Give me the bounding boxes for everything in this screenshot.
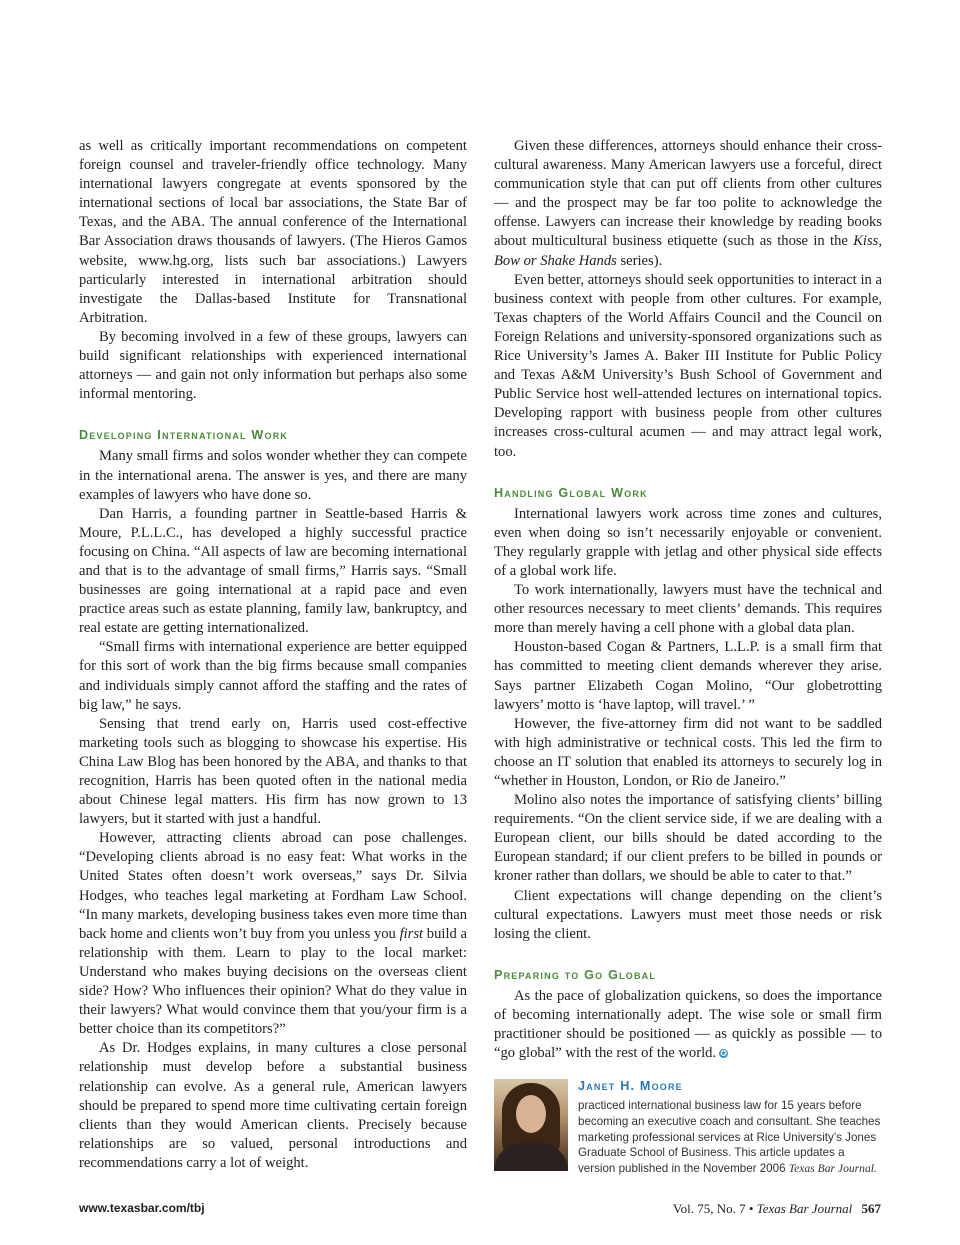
paragraph: To work internationally, lawyers must have the technical and other resources necessary to meet clients’ demands. This requires more than merely having a cell phone with a global data plan. bbox=[494, 582, 882, 637]
left-column bbox=[79, 137, 467, 1173]
text-run: practiced international business law for 15 years before becoming an executive coach and consultant. She teaches marketing professional services at Rice University’s Jones Graduate School of Business. This article updates a version published in the November 2006 bbox=[578, 1099, 881, 1175]
emphasis: Texas Bar Journal. bbox=[788, 1161, 877, 1175]
emphasis: Kiss, Bow or Shake Hands bbox=[494, 233, 882, 269]
right-column bbox=[494, 137, 882, 1177]
paragraph: Sensing that trend early on, Harris used cost-effective marketing tools such as blogging to showcase his expertise. His China Law Blog has been honored by the ABA, and thanks to that recognition, Harris has been quoted often in the national media about Chinese legal matters. His firm has now grown to 13 lawyers, but it started with just a handful. bbox=[79, 715, 467, 828]
paragraph bbox=[79, 829, 467, 1039]
paragraph: Many small firms and solos wonder whether they can compete in the international arena. The answer is yes, and there are many examples of lawyers who have done so. bbox=[79, 448, 467, 503]
section-heading-handling: Handling Global Work bbox=[494, 485, 648, 500]
text-run: Given these differences, attorneys should enhance their cross-cultural awareness. Many American lawyers use a forceful, direct communication style that can put off clients from other cultures — and the prospect may be far too polite to acknowledge the offense. Lawyers can increase their knowledge by reading books about multicultural business etiquette (such as those in the bbox=[494, 138, 882, 250]
author-name: Janet H. Moore bbox=[578, 1079, 683, 1094]
paragraph: “Small firms with international experience are better equipped for this sort of work than the big firms because small companies and individuals simply cannot afford the staffing and the rates of big law,” he says. bbox=[79, 639, 467, 713]
section-heading-preparing: Preparing to Go Global bbox=[494, 967, 657, 982]
paragraph: Molino also notes the importance of satisfying clients’ billing requirements. “On the client service side, if we are dealing with a European client, our bills should be dated according to the European standard; if our client prefers to be billed in pounds or kroner rather than dollars, we should be able to cater to that.” bbox=[494, 792, 882, 885]
paragraph: as well as critically important recommendations on competent foreign counsel and traveler-friendly office technology. Many international lawyers congregate at events sponsored by the international sections of local bar associations, the State Bar of Texas, and the ABA. The annual conference of the International Bar Association draws thousands of lawyers. (The Hieros Gamos website, www.hg.org, lists such bar associations.) Lawyers particularly interested in international arbitration should investigate the Dallas-based Institute for Transnational Arbitration. bbox=[79, 138, 467, 326]
page-number: 567 bbox=[861, 1201, 881, 1216]
emphasis: first bbox=[399, 925, 424, 942]
footer-folio bbox=[673, 1201, 881, 1217]
end-of-article-icon: ✪ bbox=[720, 1049, 727, 1059]
author-photo bbox=[494, 1079, 568, 1171]
journal-title: Texas Bar Journal bbox=[756, 1201, 853, 1216]
paragraph: Even better, attorneys should seek opportunities to interact in a business context with people from other cultures. For example, Texas chapters of the World Affairs Council and the Council on Foreign Relations and university-sponsored organizations such as Rice University’s James A. Baker III Institute for Public Policy and Texas A&M University’s Bush School of Government and Public Service host well-attended lectures on international topics. Developing rapport with business people from other cultures increases cross-cultural acumen — and may attract legal work, too. bbox=[494, 271, 882, 460]
paragraph bbox=[494, 137, 882, 271]
paragraph bbox=[494, 987, 882, 1063]
text-run: build a relationship with them. Learn to play to the local market: Understand who makes buying decisions on the overseas client side? How? Who influences their opinion? What do they value in their lawyers? What would convince them that you/your firm is a better choice than its competitors?” bbox=[79, 925, 467, 1038]
paragraph: International lawyers work across time zones and cultures, even when doing so isn’t necessarily enjoyable or convenient. They regularly grapple with jetlag and other physical side effects of a global work life. bbox=[494, 505, 882, 579]
paragraph: However, the five-attorney firm did not want to be saddled with high administrative or technical costs. This led the firm to choose an IT solution that enabled its attorneys to securely log in “whether in Houston, London, or Rio de Janeiro.” bbox=[494, 715, 882, 789]
section-heading-developing: Developing International Work bbox=[79, 428, 289, 443]
volume-issue: Vol. 75, No. 7 bbox=[672, 1201, 746, 1216]
paragraph: Dan Harris, a founding partner in Seattle-based Harris & Moure, P.L.L.C., has developed a highly successful practice focusing on China. “All aspects of law are becoming international and that is to the advantage of small firms,” Harris says. “Small businesses are going international at a rapid pace and even practice areas such as estate planning, family law, bankruptcy, and real estate are getting internationalized. bbox=[79, 505, 467, 637]
bullet-separator: • bbox=[748, 1201, 754, 1216]
footer-url: www.texasbar.com/tbj bbox=[79, 1201, 205, 1215]
paragraph: Houston-based Cogan & Partners, L.L.P. is a small firm that has committed to meeting client demands wherever they arise. Says partner Elizabeth Cogan Molino, “Our globetrotting lawyers’ motto is ‘have laptop, will travel.’ ” bbox=[494, 639, 882, 713]
text-run: However, attracting clients abroad can pose challenges. “Developing clients abroad is no easy feat: What works in the United States often doesn’t work overseas,” says Dr. Silvia Hodges, who teaches legal marketing at Fordham Law School. “In many markets, developing business takes even more time than back home and clients won’t buy from you unless you bbox=[79, 830, 467, 942]
paragraph: By becoming involved in a few of these groups, lawyers can build significant relationships with experienced international attorneys — and gain not only information but perhaps also some informal mentoring. bbox=[79, 328, 467, 403]
text-run: series). bbox=[616, 252, 663, 269]
text-run: As the pace of globalization quickens, so does the importance of becoming internationally adept. The wise sole or small firm practitioner should be positioned — as quickly as possible — to “go global” with the rest of the world. bbox=[494, 987, 882, 1062]
author-description bbox=[578, 1098, 882, 1176]
author-bio-text bbox=[578, 1077, 882, 1176]
author-bio bbox=[494, 1077, 882, 1177]
paragraph: Client expectations will change depending on the client’s cultural expectations. Lawyers must meet those needs or risk losing the client. bbox=[494, 887, 882, 942]
paragraph: As Dr. Hodges explains, in many cultures a close personal relationship must develop before a substantial business relationship can evolve. As a general rule, American lawyers should be prepared to spend more time cultivating certain foreign clients than they would American clients. Precisely because relationships are so valued, personal introductions and recommendations carry a lot of weight. bbox=[79, 1040, 467, 1171]
